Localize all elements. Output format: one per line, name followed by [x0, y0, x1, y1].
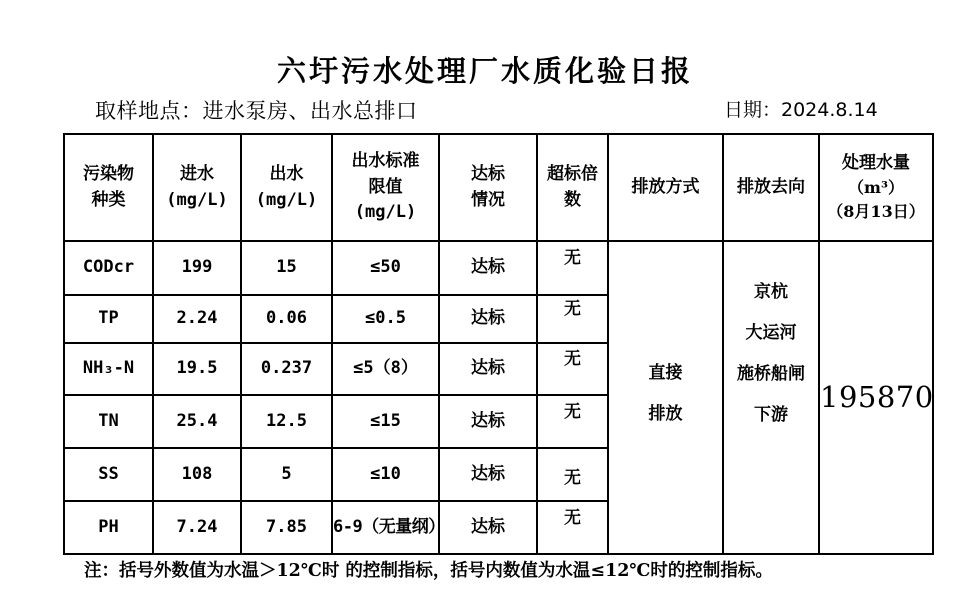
cell-exceed: 无: [537, 395, 608, 448]
cell-influent: 19.5: [153, 343, 241, 395]
water-quality-table: [63, 133, 934, 555]
cell-exceed: 无: [537, 343, 608, 395]
cell-influent: 25.4: [153, 395, 241, 448]
cell-effluent: 0.237: [241, 343, 332, 395]
cell-influent: 199: [153, 241, 241, 295]
header-influent: 进水 (mg/L): [153, 134, 241, 241]
cell-status: 达标: [439, 395, 537, 448]
cell-status: 达标: [439, 448, 537, 501]
cell-limit: ≤5（8）: [332, 343, 439, 395]
cell-exceed: 无: [537, 501, 608, 554]
report-date-label: 日期：2024.8.14: [724, 99, 878, 121]
table-header-row: [64, 134, 933, 241]
cell-param: NH₃-N: [64, 343, 153, 395]
cell-effluent: 0.06: [241, 295, 332, 343]
cell-influent: 2.24: [153, 295, 241, 343]
cell-discharge-mode: 直接 排放: [608, 241, 723, 554]
cell-influent: 108: [153, 448, 241, 501]
cell-treated-volume: [819, 241, 933, 554]
header-compliance-status: 达标 情况: [439, 134, 537, 241]
sampling-location-label: 取样地点：进水泵房、出水总排口: [95, 99, 418, 123]
cell-param: TN: [64, 395, 153, 448]
header-discharge-destination: 排放去向: [723, 134, 819, 241]
cell-exceed: 无: [537, 241, 608, 295]
cell-status: 达标: [439, 501, 537, 554]
page-title: 六圩污水处理厂水质化验日报: [276, 54, 693, 88]
cell-exceed: 无: [537, 448, 608, 501]
header-treated-volume: 处理水量 （m³） （8月13日）: [819, 134, 933, 241]
cell-status: 达标: [439, 241, 537, 295]
cell-discharge-destination: 京杭 大运河 施桥船闸 下游: [723, 241, 819, 554]
cell-effluent: 15: [241, 241, 332, 295]
cell-status: 达标: [439, 343, 537, 395]
header-effluent: 出水 (mg/L): [241, 134, 332, 241]
table-row-codcr: [64, 241, 933, 295]
cell-param: TP: [64, 295, 153, 343]
cell-limit: ≤15: [332, 395, 439, 448]
cell-effluent: 5: [241, 448, 332, 501]
header-discharge-mode: 排放方式: [608, 134, 723, 241]
cell-param: CODcr: [64, 241, 153, 295]
cell-exceed: 无: [537, 295, 608, 343]
header-exceed-multiple: 超标倍 数: [537, 134, 608, 241]
cell-limit: ≤0.5: [332, 295, 439, 343]
cell-param: SS: [64, 448, 153, 501]
header-effluent-limit: 出水标准 限值 (mg/L): [332, 134, 439, 241]
treated-volume-value: 195870: [820, 379, 934, 414]
cell-influent: 7.24: [153, 501, 241, 554]
cell-limit: ≤10: [332, 448, 439, 501]
footnote: 注：括号外数值为水温＞12℃时 的控制指标，括号内数值为水温≤12℃时的控制指标。: [84, 561, 773, 581]
cell-effluent: 7.85: [241, 501, 332, 554]
cell-param: PH: [64, 501, 153, 554]
cell-effluent: 12.5: [241, 395, 332, 448]
cell-status: 达标: [439, 295, 537, 343]
cell-limit: 6-9（无量纲）: [332, 501, 439, 554]
header-pollutant-type: 污染物 种类: [64, 134, 153, 241]
cell-limit: ≤50: [332, 241, 439, 295]
